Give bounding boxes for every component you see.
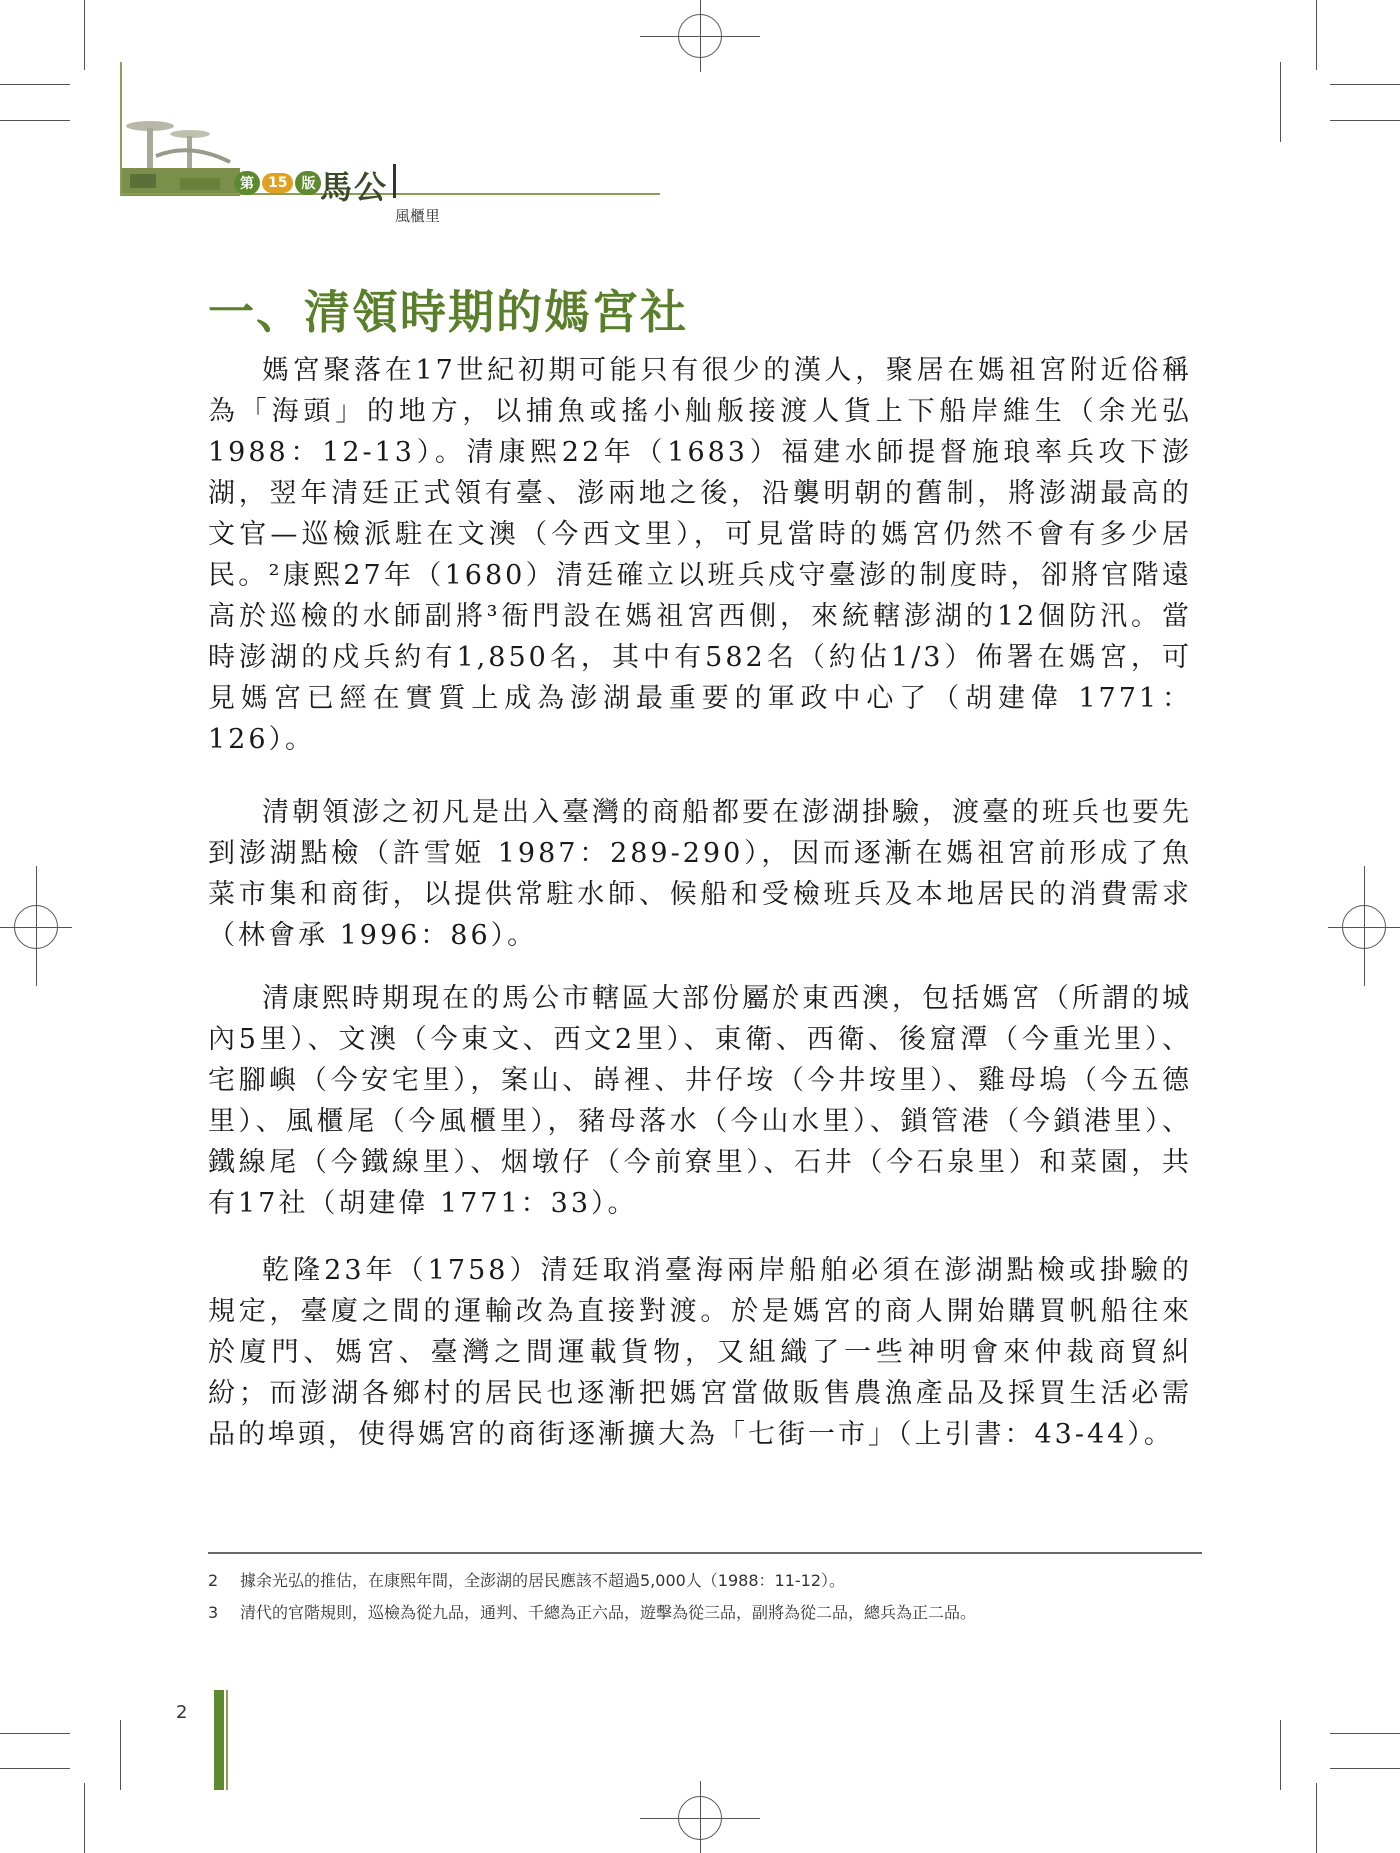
footnote [208, 1600, 1208, 1623]
footnote-number: 2 [208, 1571, 219, 1590]
crop-mark [1316, 1783, 1317, 1853]
crop-mark [1280, 1720, 1281, 1790]
footnote-text: 據余光弘的推估，在康熙年間，全澎湖的居民應該不超過5,000人（1988：11-12）。 [240, 1571, 846, 1590]
registration-mark [0, 927, 72, 928]
badge-prefix: 第 [234, 171, 260, 195]
crop-mark [1330, 1768, 1400, 1769]
footnote-text: 清代的官階規則，巡檢為從九品，通判、千總為正六品，遊擊為從三品，副將為從二品，總兵為正二品。 [240, 1603, 977, 1622]
village-name: 風櫃里 [395, 207, 441, 225]
pavilion-illustration [120, 112, 240, 196]
body-paragraph: 媽宮聚落在17世紀初期可能只有很少的漢人，聚居在媽祖宮附近俗稱為「海頭」的地方，以捕魚或搖小舢舨接渡人貨上下船岸維生（余光弘 1988：12-13）。清康熙22年（1683）福建水師提督施琅率兵攻下澎湖，翌年清廷正式領有臺、澎兩地之後，沿襲明朝的舊制，將澎湖最高的文官—巡檢派駐在文澳（今西文里），可見當時的媽宮仍然不會有多少居民。²康熙27年（1680）清廷確立以班兵戍守臺澎的制度時，卻將官階遠高於巡檢的水師副將³衙門設在媽祖宮西側，來統轄澎湖的12個防汛。當時澎湖的戍兵約有1,850名，其中有582名（約佔1/3）佈署在媽宮，可見媽宮已經在實質上成為澎湖最重要的軍政中心了（胡建偉 1771：126）。 [208, 355, 1192, 755]
registration-mark [700, 1781, 701, 1853]
registration-mark [1328, 927, 1400, 928]
header-vertical-rule [120, 62, 122, 196]
page-number: 2 [176, 1702, 188, 1723]
series-title: 馬公 [320, 168, 389, 206]
header-rule [120, 193, 660, 195]
page-bar-rule [226, 1690, 228, 1790]
registration-mark [640, 36, 760, 37]
footnote-rule [208, 1552, 1202, 1554]
registration-mark [640, 1818, 760, 1819]
crop-mark [1330, 84, 1400, 85]
registration-mark [1364, 866, 1365, 986]
crop-mark [0, 84, 70, 85]
body-paragraph: 清康熙時期現在的馬公市轄區大部份屬於東西澳，包括媽宮（所謂的城內5里）、文澳（今東文、西文2里）、東衛、西衛、後窟潭（今重光里）、宅腳嶼（今安宅里），案山、嵵裡、井仔垵（今井垵里）、雞母塢（今五德里）、風櫃尾（今風櫃里），豬母落水（今山水里）、鎖管港（今鎖港里）、鐵線尾（今鐵線里）、烟墩仔（今前寮里）、石井（今石泉里）和菜園，共有17社（胡建偉 1771：33）。 [208, 983, 1192, 1219]
crop-mark [1330, 120, 1400, 121]
footnote [208, 1568, 1208, 1591]
crop-mark [84, 1783, 85, 1853]
body-paragraph: 清朝領澎之初凡是出入臺灣的商船都要在澎湖掛驗，渡臺的班兵也要先到澎湖點檢（許雪姬 1987：289-290），因而逐漸在媽祖宮前形成了魚菜市集和商街，以提供常駐水師、候船和受檢班兵及本地居民的消費需求（林會承 1996：86）。 [208, 797, 1192, 951]
crop-mark [1280, 62, 1281, 142]
title-divider [393, 164, 396, 198]
badge-number: 15 [262, 173, 293, 193]
crop-mark [1330, 1733, 1400, 1734]
crop-mark [1316, 0, 1317, 70]
page-bar [214, 1690, 224, 1790]
body-paragraph: 乾隆23年（1758）清廷取消臺海兩岸船舶必須在澎湖點檢或掛驗的規定，臺廈之間的運輸改為直接對渡。於是媽宮的商人開始購買帆船往來於廈門、媽宮、臺灣之間運載貨物，又組織了一些神明會來仲裁商貿糾紛；而澎湖各鄉村的居民也逐漸把媽宮當做販售農漁產品及採買生活必需品的埠頭，使得媽宮的商街逐漸擴大為「七街一市」（上引書：43-44）。 [208, 1255, 1192, 1450]
series-badge [234, 170, 321, 196]
registration-mark [36, 866, 37, 986]
crop-mark [0, 1768, 70, 1769]
crop-mark [84, 0, 85, 70]
section-heading: 一、清領時期的媽宮社 [208, 285, 688, 339]
crop-mark [120, 1720, 121, 1790]
badge-suffix: 版 [295, 171, 321, 195]
crop-mark [0, 120, 70, 121]
footnote-number: 3 [208, 1603, 219, 1622]
crop-mark [0, 1733, 70, 1734]
